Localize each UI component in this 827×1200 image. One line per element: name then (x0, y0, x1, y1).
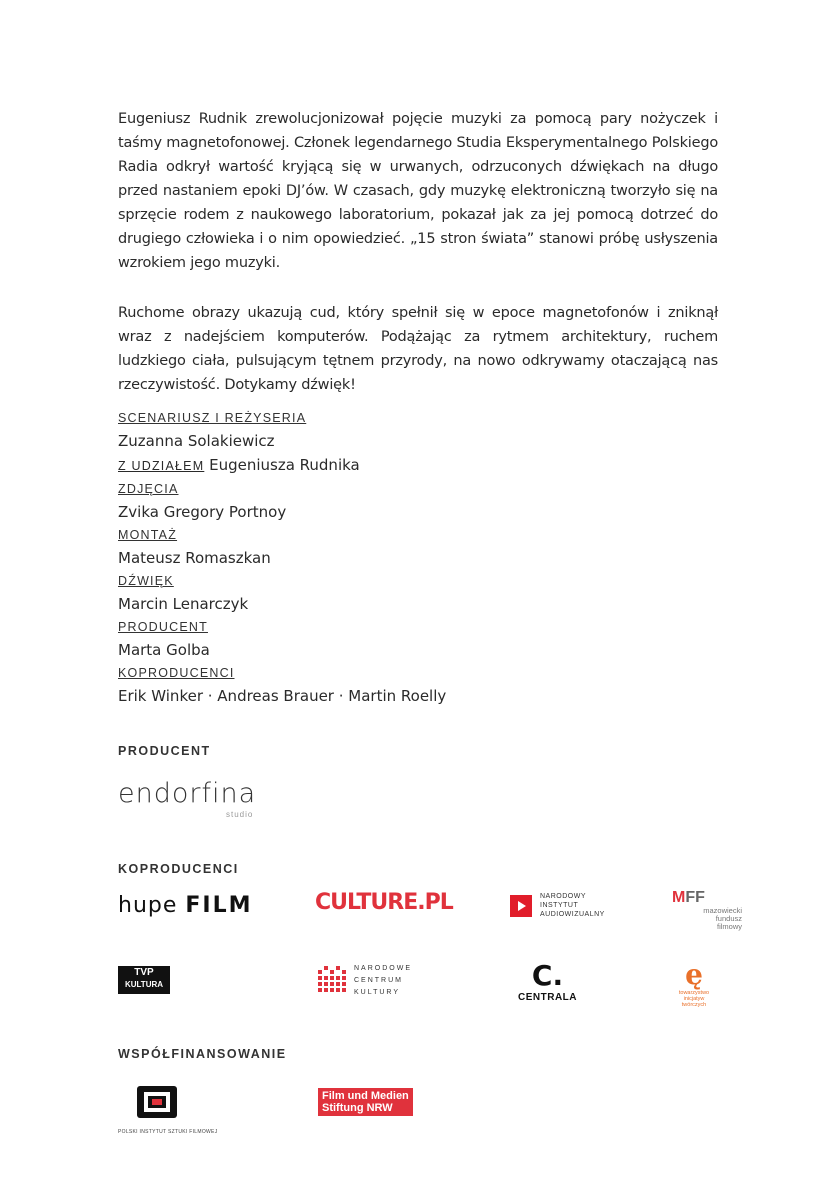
hupe-logo-text: hupe (118, 893, 178, 918)
mff-logo-ff: FF (685, 889, 705, 906)
pisf-logo-text: POLSKI INSTYTUT SZTUKI FILMOWEJ (118, 1129, 218, 1135)
mff-logo (672, 889, 742, 931)
credit-featuring-line (118, 453, 618, 478)
credits-list (118, 407, 618, 708)
mff-line-3: filmowy (716, 922, 742, 931)
endorfina-logo-sub: studio (226, 810, 254, 819)
credit-sound: Marcin Lenarczyk (118, 595, 249, 613)
nck-line-1: NARODOWE (354, 965, 412, 972)
description-paragraph-1: Eugeniusz Rudnik zrewolucjonizował pojęcie muzyki za pomocą pary nożyczek i taśmy magnetofonowej. Członek legendarnego Studia Eksperymentalnego Polskiego Radia odkrył wartość kryjącą się w urwanych, odrzuconych dźwiękach na długo przed nastaniem epoki DJ’ów. W czasach, gdy muzykę elektroniczną tworzyło się na sprzęcie rodem z naukowego laboratorium, pokazał jak za jej pomocą dotrzeć do drugiego człowieka i o nim opowiedzieć. „15 stron świata” stanowi próbę usłyszenia wzrokiem jego muzyki. (118, 110, 719, 271)
credit-writer-director: Zuzanna Solakiewicz (118, 432, 275, 450)
pisf-frame-icon (136, 1085, 178, 1119)
nck-line-2: CENTRUM (354, 977, 403, 984)
nrw-line-2: Stiftung NRW (322, 1102, 393, 1114)
credit-role-coproducers: KOPRODUCENCI (118, 666, 235, 680)
nina-line-2: INSTYTUT (540, 902, 579, 909)
tit-logo (674, 960, 714, 1008)
mff-logo-mark (672, 889, 742, 907)
nck-line-3: KULTURY (354, 989, 401, 996)
tit-line-1: towarzystwo (678, 990, 710, 996)
tit-line-2: inicjatyw (683, 996, 705, 1002)
credit-featuring: Eugeniusza Rudnika (209, 456, 360, 474)
tit-logo-text (674, 990, 714, 1008)
coproducers-section-label: KOPRODUCENCI (118, 862, 239, 876)
culture-pl-logo: CULTURE.PL (315, 890, 453, 915)
nck-logo-text (354, 963, 412, 999)
description-paragraph-2: Ruchome obrazy ukazują cud, który spełnił się w epoce magnetofonów i zniknął wraz z nadejściem komputerów. Podążając za rytmem architektury, ruchem ludzkiego ciała, pulsującym tętnem przyrody, na nowo odkrywamy otaczającą nas rzeczywistość. Dotykamy dźwięk! (118, 304, 718, 393)
nina-logo (510, 892, 605, 919)
tit-mark-icon: ę (685, 958, 703, 991)
credit-role-featuring: Z UDZIAŁEM (118, 459, 205, 473)
credit-role-writer-director: SCENARIUSZ I REŻYSERIA (118, 411, 307, 425)
hupe-logo-film: FILM (185, 893, 253, 918)
credit-role-sound: DŹWIĘK (118, 574, 174, 588)
mff-logo-m: M (672, 889, 686, 906)
film-medien-nrw-logo (318, 1088, 413, 1116)
nina-logo-text (540, 892, 605, 919)
mff-logo-text (672, 907, 742, 931)
play-icon (510, 895, 532, 917)
credit-role-editing: MONTAŻ (118, 528, 178, 542)
centrala-mark-icon: C. (531, 959, 564, 992)
endorfina-logo (118, 778, 257, 819)
cofinancing-section-label: WSPÓŁFINANSOWANIE (118, 1047, 287, 1061)
credit-role-producer: PRODUCENT (118, 620, 208, 634)
tvp-kultura-logo (118, 966, 170, 994)
centrala-logo (518, 959, 577, 1003)
tit-line-3: twórczych (681, 1002, 707, 1008)
nrw-line-1: Film und Medien (322, 1090, 409, 1102)
nck-logo (318, 963, 412, 999)
credit-coproducers: Erik Winker · Andreas Brauer · Martin Roelly (118, 687, 447, 705)
credit-role-cinematography: ZDJĘCIA (118, 482, 179, 496)
tvp-logo-kultura: KULTURA (124, 980, 164, 989)
nina-line-3: AUDIOWIZUALNY (540, 911, 605, 918)
credit-cinematography: Zvika Gregory Portnoy (118, 503, 287, 521)
producer-section-label: PRODUCENT (118, 744, 211, 758)
centrala-logo-text: CENTRALA (518, 992, 577, 1003)
pisf-logo (118, 1085, 218, 1135)
mff-line-2: fundusz (715, 914, 742, 923)
mff-line-1: mazowiecki (703, 906, 742, 915)
hupe-film-logo (118, 893, 253, 918)
credit-producer: Marta Golba (118, 641, 210, 659)
credit-editing: Mateusz Romaszkan (118, 549, 271, 567)
tvp-logo-text: TVP (134, 967, 154, 978)
nck-crown-icon (318, 966, 346, 996)
nina-line-1: NARODOWY (540, 893, 586, 900)
endorfina-logo-text: endorfina (118, 778, 257, 809)
